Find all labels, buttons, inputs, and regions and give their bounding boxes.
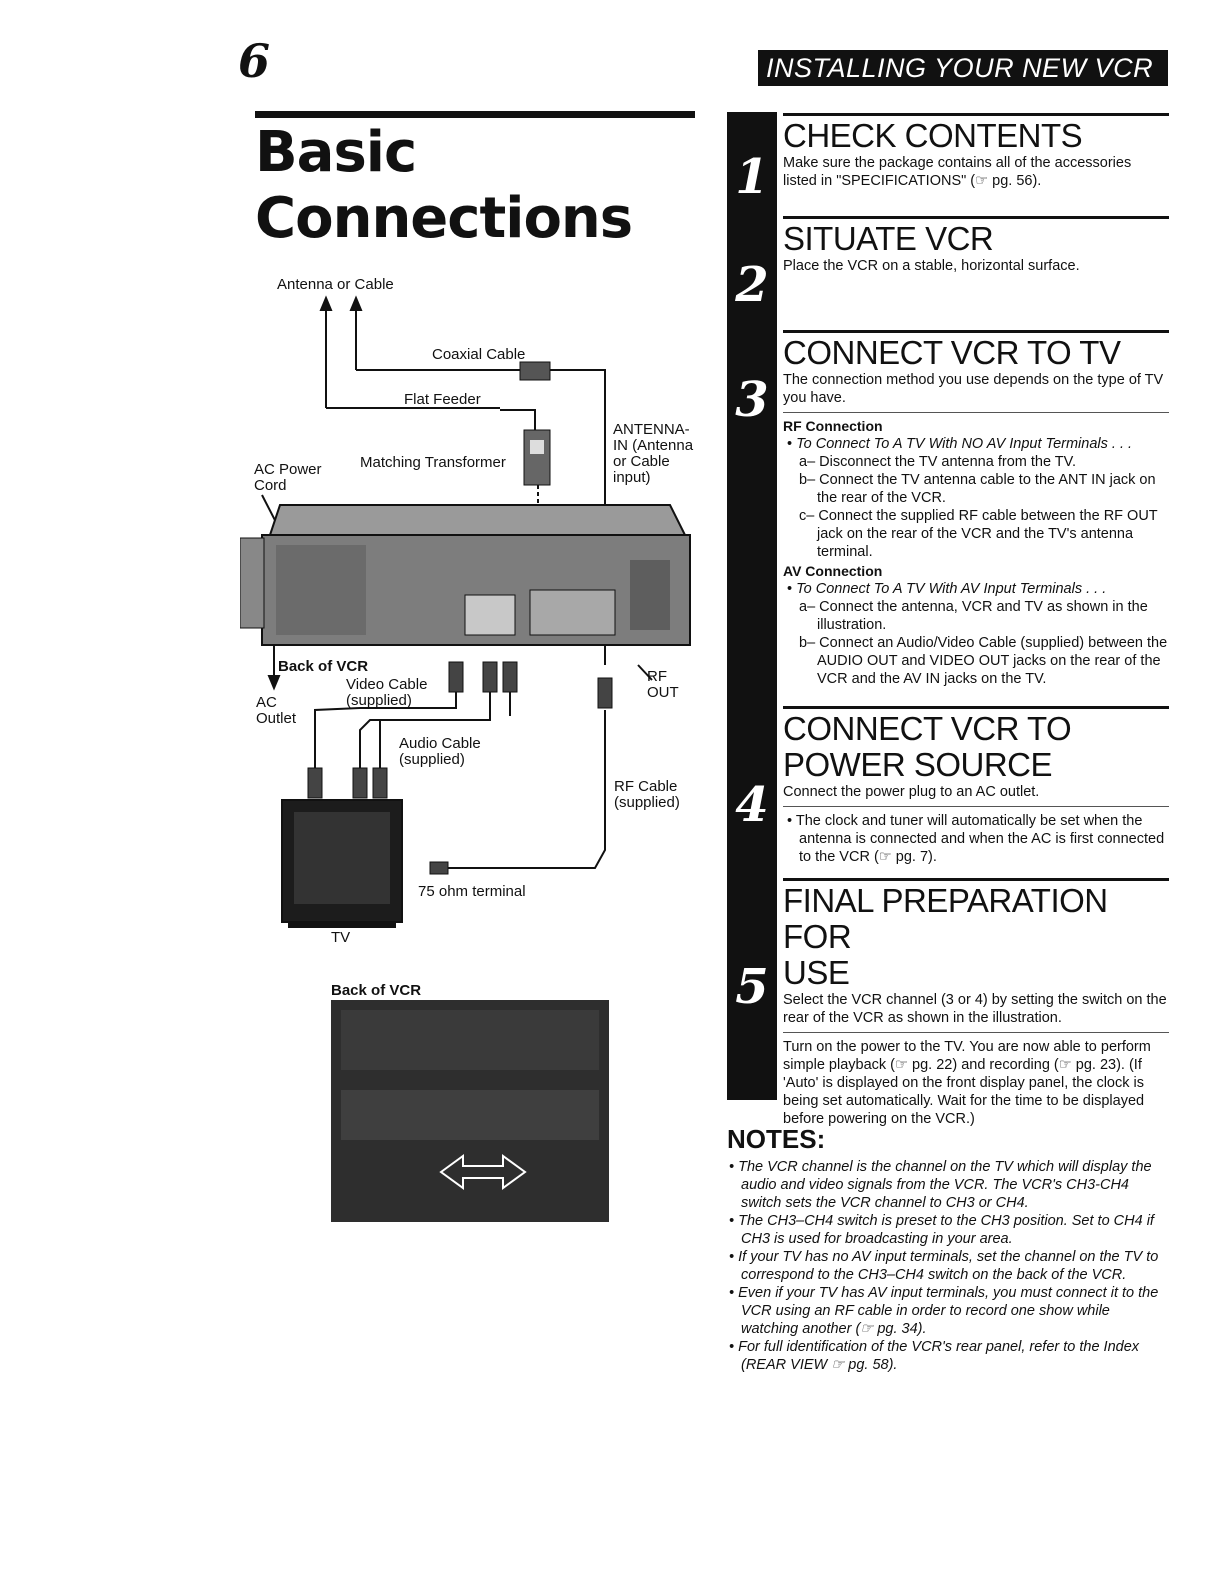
step-4-text: Connect the power plug to an AC outlet. xyxy=(783,784,1040,800)
step-3-section xyxy=(783,330,1169,688)
note-item: • The CH3–CH4 switch is preset to the CH3 position. Set to CH4 if CH3 is used for broadcasting in your area. xyxy=(729,1213,1154,1247)
label-video-cable-2: (supplied) xyxy=(346,692,412,709)
note-item-text: If your TV has no AV input terminals, set the channel on the TV to correspond to the CH3–CH4 switch on the back of the VCR. xyxy=(738,1249,1159,1283)
label-rf-cable-2: (supplied) xyxy=(614,794,680,811)
step-4-section xyxy=(783,706,1169,866)
step-2-rule xyxy=(783,216,1169,219)
step-3-title: CONNECT VCR TO TV xyxy=(783,334,1121,371)
step-5-title-1: FINAL PREPARATION FOR xyxy=(783,882,1108,955)
label-ac-power-cord-1: AC Power xyxy=(254,461,322,478)
title-line-2: Connections xyxy=(255,186,633,251)
label-75-ohm-terminal: 75 ohm terminal xyxy=(418,883,526,900)
label-antenna-in-2: IN (Antenna xyxy=(613,437,694,454)
rf-connection-heading: RF Connection xyxy=(783,418,883,434)
label-ac-outlet-2: Outlet xyxy=(256,710,297,727)
step-4-rule xyxy=(783,706,1169,709)
label-rf-out-2: OUT xyxy=(647,684,679,701)
step-2-section xyxy=(783,216,1169,275)
label-flat-feeder: Flat Feeder xyxy=(404,391,481,408)
notes-heading: NOTES: xyxy=(727,1124,826,1154)
av-item-a: a– Connect the antenna, VCR and TV as shown in the illustration. xyxy=(799,599,1148,633)
rf-item-a: a– Disconnect the TV antenna from the TV. xyxy=(799,454,1077,470)
step-2-text: Place the VCR on a stable, horizontal surface. xyxy=(783,258,1080,274)
label-rf-out-1: RF xyxy=(647,668,667,685)
label-audio-cable-1: Audio Cable xyxy=(399,735,481,752)
note-item-text: Even if your TV has AV input terminals, you must connect it to the VCR using an RF cable in order to record one show while watching another (☞ pg. 34). xyxy=(738,1285,1159,1337)
label-antenna-in-1: ANTENNA- xyxy=(613,421,690,438)
label-antenna-in-4: input) xyxy=(613,469,651,486)
step-4-divider xyxy=(783,806,1169,807)
label-antenna-or-cable: Antenna or Cable xyxy=(277,276,394,293)
step-number-3: 3 xyxy=(735,372,769,428)
step-5-divider xyxy=(783,1032,1169,1033)
step-3-rule xyxy=(783,330,1169,333)
step-4-bullet: • The clock and tuner will automatically be set when the antenna is connected and when the AC is first connected to the VCR (☞ pg. 7). xyxy=(787,813,1165,865)
step-number-1: 1 xyxy=(735,149,769,205)
rf-connection-bullet: • To Connect To A TV With NO AV Input Terminals . . . xyxy=(787,436,1133,452)
step-5-section xyxy=(783,878,1169,1128)
step-number-2: 2 xyxy=(735,257,769,313)
label-antenna-in-3: or Cable xyxy=(613,453,670,470)
step-4-title-1: CONNECT VCR TO xyxy=(783,710,1072,747)
step-number-4: 4 xyxy=(735,777,769,833)
rf-connection-bullet-text: To Connect To A TV With NO AV Input Terminals . . . xyxy=(796,436,1133,452)
step-5-rule xyxy=(783,878,1169,881)
note-item-text: For full identification of the VCR's rear panel, refer to the Index (REAR VIEW ☞ pg. 58). xyxy=(738,1339,1140,1373)
label-rf-cable-1: RF Cable xyxy=(614,778,678,795)
av-item-b: b– Connect an Audio/Video Cable (supplied) between the AUDIO OUT and VIDEO OUT jacks on the rear of the VCR and the AV IN jacks on the TV. xyxy=(799,635,1168,687)
vcr-rear-photo xyxy=(331,1000,609,1222)
double-arrow-icon xyxy=(331,1000,609,1222)
title-rule xyxy=(255,111,695,118)
step-4-title-2: POWER SOURCE xyxy=(783,746,1053,783)
label-back-of-vcr: Back of VCR xyxy=(278,658,369,675)
section-header: INSTALLING YOUR NEW VCR xyxy=(758,50,1168,86)
rf-item-c: c– Connect the supplied RF cable between the RF OUT jack on the rear of the VCR and the TV's antenna terminal. xyxy=(799,508,1158,560)
title-line-1: Basic xyxy=(255,120,417,185)
step-5-text: Select the VCR channel (3 or 4) by setting the switch on the rear of the VCR as shown in the illustration. xyxy=(783,992,1167,1026)
label-video-cable-1: Video Cable xyxy=(346,676,428,693)
note-item-text: The VCR channel is the channel on the TV which will display the audio and video signals from the VCR. The VCR's CH3-CH4 switch sets the VCR channel to CH3 or CH4. xyxy=(738,1159,1152,1211)
label-matching-transformer: Matching Transformer xyxy=(360,454,506,471)
step-4-bullet-text: The clock and tuner will automatically be set when the antenna is connected and when the AC is first connected to the VCR (☞ pg. 7). xyxy=(795,813,1165,865)
note-item: • Even if your TV has AV input terminals, you must connect it to the VCR using an RF cable in order to record one show while watching another (☞ pg. 34). xyxy=(729,1285,1159,1337)
rf-item-b: b– Connect the TV antenna cable to the ANT IN jack on the rear of the VCR. xyxy=(799,472,1156,506)
page-number: 6 xyxy=(238,34,271,88)
step-1-title: CHECK CONTENTS xyxy=(783,117,1083,154)
step-1-rule xyxy=(783,113,1169,116)
label-back-of-vcr-photo: Back of VCR xyxy=(331,982,422,999)
av-connection-heading: AV Connection xyxy=(783,563,883,579)
label-ac-power-cord-2: Cord xyxy=(254,477,287,494)
note-item: • The VCR channel is the channel on the TV which will display the audio and video signals from the VCR. The VCR's CH3-CH4 switch sets the VCR channel to CH3 or CH4. xyxy=(729,1159,1152,1211)
note-item-text: The CH3–CH4 switch is preset to the CH3 position. Set to CH4 if CH3 is used for broadcasting in your area. xyxy=(738,1213,1154,1247)
step-3-divider xyxy=(783,412,1169,413)
step-5-title-2: USE xyxy=(783,954,850,991)
label-audio-cable-2: (supplied) xyxy=(399,751,465,768)
notes-list xyxy=(727,1158,1167,1374)
label-coaxial-cable: Coaxial Cable xyxy=(432,346,526,363)
step-1-text: Make sure the package contains all of the accessories listed in "SPECIFICATIONS" (☞ pg. 56). xyxy=(783,155,1132,189)
label-tv: TV xyxy=(331,929,351,946)
step-number-5: 5 xyxy=(735,959,769,1015)
step-3-text: The connection method you use depends on the type of TV you have. xyxy=(783,372,1164,406)
av-connection-bullet: • To Connect To A TV With AV Input Terminals . . . xyxy=(787,581,1107,597)
label-ac-outlet-1: AC xyxy=(256,694,277,711)
page-title xyxy=(255,120,632,252)
note-item: • For full identification of the VCR's rear panel, refer to the Index (REAR VIEW ☞ pg. 58). xyxy=(729,1339,1140,1373)
step-1-section xyxy=(783,113,1169,190)
step-2-title: SITUATE VCR xyxy=(783,220,994,257)
note-item: • If your TV has no AV input terminals, set the channel on the TV to correspond to the CH3–CH4 switch on the back of the VCR. xyxy=(729,1249,1159,1283)
step-5-text-2: Turn on the power to the TV. You are now able to perform simple playback (☞ pg. 22) and recording (☞ pg. 23). (If 'Auto' is displayed on the front display panel, the clock is being set automatically. Wait for the time to be displayed before powering on the VCR.) xyxy=(783,1039,1151,1127)
av-connection-bullet-text: To Connect To A TV With AV Input Terminals . . . xyxy=(796,581,1107,597)
